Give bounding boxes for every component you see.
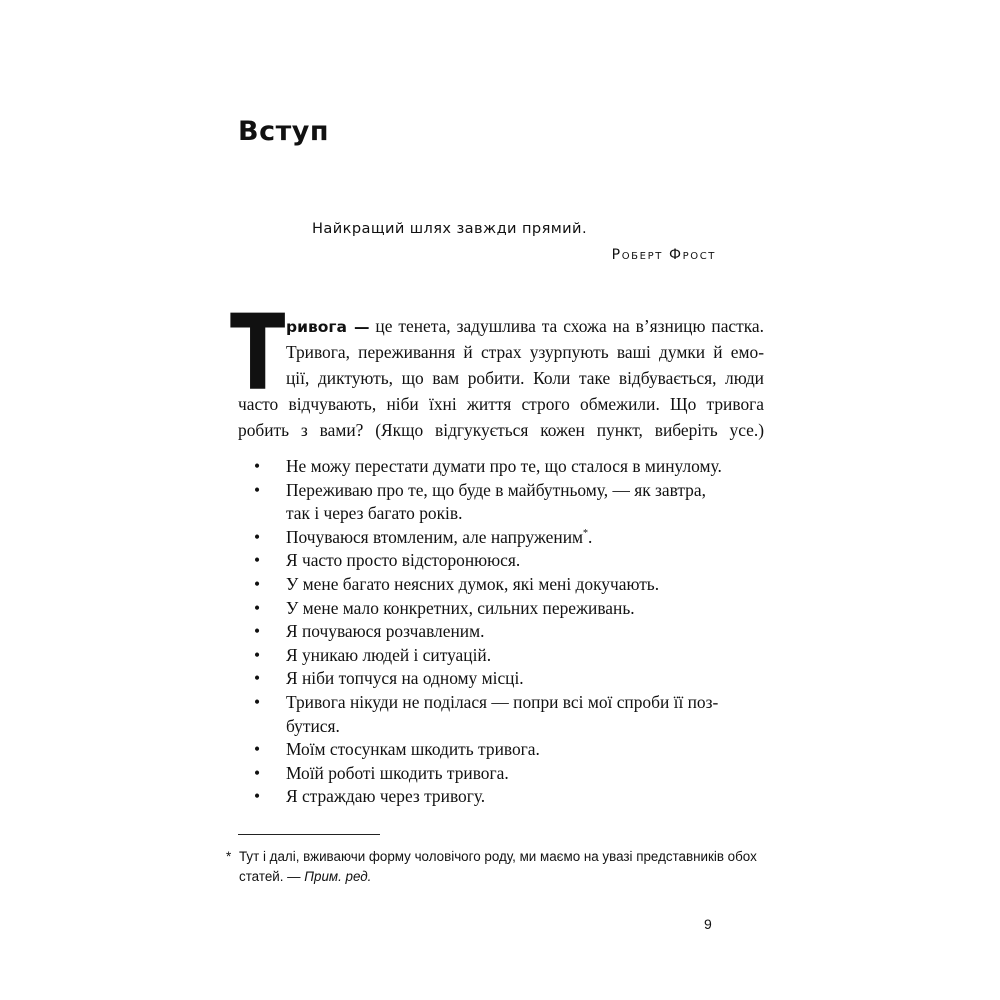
checklist-item-text: У мене мало конкретних, сильних переживань. bbox=[286, 597, 635, 618]
checklist-item bbox=[250, 479, 770, 526]
checklist-item-text: Моїм стосункам шкодить тривога. bbox=[286, 739, 540, 760]
checklist-item-line bbox=[286, 691, 770, 715]
bullet-marker: • bbox=[254, 479, 261, 500]
checklist-item-line bbox=[286, 785, 770, 809]
footnote-editor-note: Прим. ред. bbox=[304, 869, 372, 884]
checklist-item-text: Я уникаю людей і ситуацій. bbox=[286, 644, 492, 665]
intro-line-5: робить з вами? (Якщо відгукується кожен пункт, виберіть усе.) bbox=[238, 420, 764, 440]
checklist-item-line bbox=[286, 455, 770, 479]
checklist-item-line bbox=[286, 549, 770, 573]
footnote-line-2-text: статей. — bbox=[239, 869, 305, 884]
bullet-marker: • bbox=[254, 526, 261, 547]
checklist-item-text: Я часто просто відсторонююся. bbox=[286, 550, 521, 571]
footnote-divider bbox=[238, 834, 380, 835]
checklist-item-text: Я ніби топчуся на одному місці. bbox=[286, 668, 524, 689]
checklist-item bbox=[250, 644, 770, 668]
footnote-reference: * bbox=[583, 527, 589, 539]
checklist-item bbox=[250, 526, 770, 550]
intro-line-3: ції, диктують, що вам робити. Коли таке відбувається, люди bbox=[286, 368, 764, 388]
bullet-marker: • bbox=[254, 786, 261, 807]
intro-line-1 bbox=[286, 313, 764, 340]
page-number: 9 bbox=[704, 916, 712, 932]
checklist-item bbox=[250, 597, 770, 621]
bullet-marker: • bbox=[254, 668, 261, 689]
bullet-marker: • bbox=[254, 621, 261, 642]
checklist-item-text: Почуваюся втомленим, але напруженим bbox=[286, 526, 584, 547]
intro-line-1-text: це тенета, задушлива та схожа на в’язницю пастка. bbox=[369, 316, 764, 336]
intro-lead-word: ривога — bbox=[286, 318, 370, 336]
checklist-item-line bbox=[286, 762, 770, 786]
checklist-item-line bbox=[286, 502, 770, 526]
footnote-marker: * bbox=[226, 849, 232, 864]
checklist-item-text: Я страждаю через тривогу. bbox=[286, 786, 486, 807]
checklist-item bbox=[250, 785, 770, 809]
checklist-item-tail: . bbox=[588, 526, 593, 547]
bullet-marker: • bbox=[254, 644, 261, 665]
bullet-marker: • bbox=[254, 456, 261, 476]
checklist-item bbox=[250, 762, 770, 786]
bullet-marker: • bbox=[254, 597, 261, 618]
checklist-item bbox=[250, 455, 770, 479]
checklist-item bbox=[250, 549, 770, 573]
checklist-item-text: Переживаю про те, що буде в майбутньому, — як завтра, bbox=[286, 479, 706, 500]
checklist-item-text: Я почуваюся розчавленим. bbox=[286, 621, 485, 642]
checklist-item bbox=[250, 667, 770, 691]
checklist-item-line bbox=[286, 738, 770, 762]
footnote-line-2 bbox=[226, 867, 766, 887]
drop-cap: Т bbox=[230, 292, 286, 414]
checklist-item-text: Моїй роботі шкодить тривога. bbox=[286, 762, 509, 783]
checklist-item-line bbox=[286, 526, 770, 550]
footnote-line-1: Тут і далі, вживаючи форму чоловічого роду, ми маємо на увазі представників обох bbox=[239, 849, 757, 864]
chapter-title: Вступ bbox=[238, 116, 329, 147]
epigraph-quote: Найкращий шлях завжди прямий. bbox=[312, 220, 587, 237]
checklist-item bbox=[250, 738, 770, 762]
checklist-item bbox=[250, 620, 770, 644]
checklist-item-line bbox=[286, 715, 770, 739]
checklist-item-text: Не можу перестати думати про те, що сталося в минулому. bbox=[286, 456, 722, 476]
bullet-marker: • bbox=[254, 762, 261, 783]
bullet-marker: • bbox=[254, 550, 261, 571]
footnote bbox=[226, 847, 766, 887]
checklist bbox=[250, 455, 770, 809]
checklist-item bbox=[250, 573, 770, 597]
checklist-item-text: так і через багато років. bbox=[286, 503, 463, 524]
checklist-item-line bbox=[286, 667, 770, 691]
checklist-item-text: Тривога нікуди не поділася — попри всі мої спроби її поз- bbox=[286, 691, 719, 712]
bullet-marker: • bbox=[254, 739, 261, 760]
checklist-item-line bbox=[286, 573, 770, 597]
epigraph-author: Роберт Фрост bbox=[611, 247, 716, 263]
checklist-item-line bbox=[286, 644, 770, 668]
bullet-marker: • bbox=[254, 691, 261, 712]
intro-line-2: Тривога, переживання й страх узурпують ваші думки й емо- bbox=[286, 342, 764, 362]
checklist-item-text: У мене багато неясних думок, які мені докучають. bbox=[286, 573, 660, 594]
intro-line-4: часто відчувають, ніби їхні життя строго обмежили. Що тривога bbox=[238, 394, 764, 414]
checklist-item-text: бутися. bbox=[286, 715, 340, 736]
checklist-item-line bbox=[286, 597, 770, 621]
checklist-item-line bbox=[286, 479, 770, 503]
checklist-item-line bbox=[286, 620, 770, 644]
bullet-marker: • bbox=[254, 573, 261, 594]
checklist-item bbox=[250, 691, 770, 738]
